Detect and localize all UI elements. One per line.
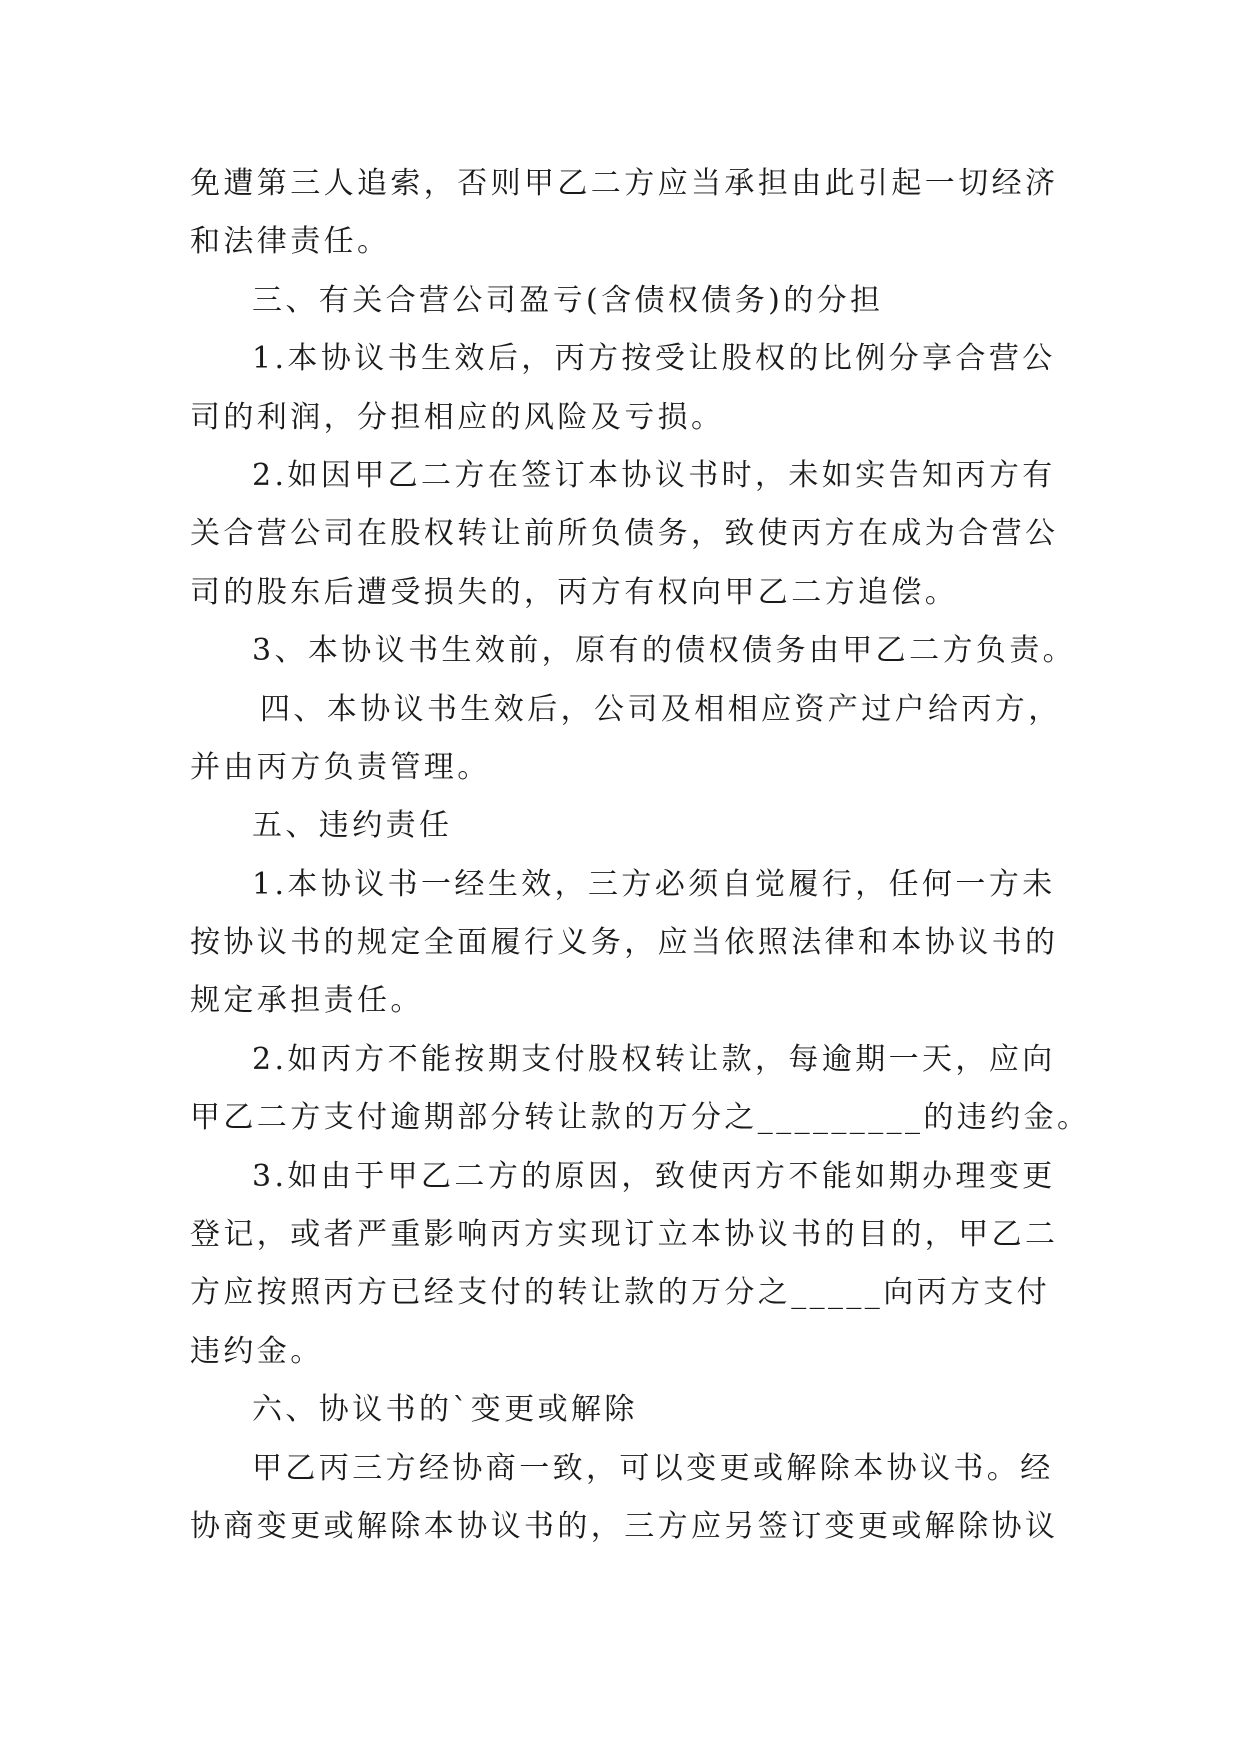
text-line: 1.本协议书一经生效，三方必须自觉履行，任何一方未 bbox=[252, 866, 1056, 902]
section-heading-4: 四、本协议书生效后，公司及相相应资产过户给丙方， bbox=[260, 691, 1062, 727]
text-line: 协商变更或解除本协议书的，三方应另签订变更或解除协议 bbox=[190, 1508, 1059, 1544]
text-line: 2.如因甲乙二方在签订本协议书时，未如实告知丙方有 bbox=[252, 457, 1056, 493]
text-line: 2.如丙方不能按期支付股权转让款，每逾期一天，应向 bbox=[252, 1041, 1056, 1077]
text-line: 甲乙二方支付逾期部分转让款的万分之_________的违约金。 bbox=[190, 1100, 1091, 1136]
document-body bbox=[190, 155, 1091, 1556]
text-line: 关合营公司在股权转让前所负债务，致使丙方在成为合营公 bbox=[190, 516, 1059, 552]
text-line: 方应按照丙方已经支付的转让款的万分之_____向丙方支付 bbox=[190, 1275, 1051, 1311]
text-line: 1.本协议书生效后，丙方按受让股权的比例分享合营公 bbox=[252, 341, 1056, 377]
text-line: 免遭第三人追索，否则甲乙二方应当承担由此引起一切经济 bbox=[190, 166, 1059, 201]
text-line: 3、本协议书生效前，原有的债权债务由甲乙二方负责。 bbox=[252, 633, 1077, 669]
section-heading-6: 六、协议书的`变更或解除 bbox=[252, 1392, 638, 1428]
text-line: 3.如由于甲乙二方的原因，致使丙方不能如期办理变更 bbox=[252, 1158, 1056, 1194]
text-line: 违约金。 bbox=[190, 1333, 324, 1369]
text-line: 司的利润，分担相应的风险及亏损。 bbox=[190, 399, 725, 435]
text-line: 登记，或者严重影响丙方实现订立本协议书的目的，甲乙二 bbox=[190, 1217, 1059, 1253]
text-line: 甲乙丙三方经协商一致，可以变更或解除本协议书。经 bbox=[252, 1450, 1054, 1486]
section-heading-3: 三、有关合营公司盈亏(含债权债务)的分担 bbox=[252, 282, 884, 318]
text-line: 和法律责任。 bbox=[190, 224, 391, 260]
text-line: 并由丙方负责管理。 bbox=[190, 749, 491, 785]
text-line: 司的股东后遭受损失的，丙方有权向甲乙二方追偿。 bbox=[190, 574, 959, 610]
text-line: 规定承担责任。 bbox=[190, 983, 424, 1019]
text-line: 按协议书的规定全面履行义务，应当依照法律和本协议书的 bbox=[190, 925, 1059, 961]
section-heading-5: 五、违约责任 bbox=[252, 808, 453, 844]
